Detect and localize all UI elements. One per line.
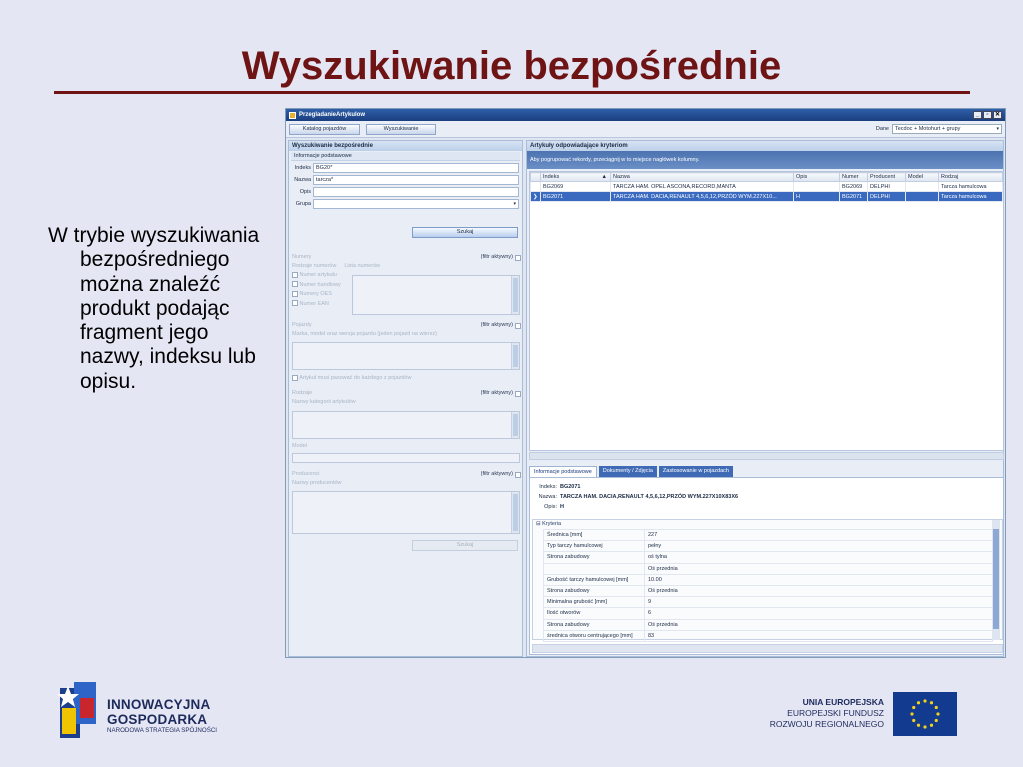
kryteria-row (544, 552, 993, 563)
innowacyjna-gospodarka-logo (54, 680, 244, 740)
kryteria-key: Strona zabudowy (544, 552, 645, 563)
kryteria-key: Grubość tarczy hamulcowej [mm] (544, 574, 645, 585)
sort-asc-icon: ▲ (601, 174, 607, 180)
cell-opis: H (794, 192, 840, 202)
eu-star (917, 701, 920, 704)
dane-select-value: Tecdoc + Motohurt + grupy (895, 126, 961, 132)
kryteria-row (544, 574, 993, 585)
eu-star (935, 719, 938, 722)
producenci-group (292, 470, 521, 488)
kryteria-row (544, 541, 993, 552)
pojazdy-filter-checkbox[interactable] (515, 323, 521, 329)
kryteria-value: oś tylna (645, 552, 993, 563)
bullet-text: W trybie wyszukiwania bezpośredniego można znaleźć produkt podając fragment jego nazwy, indeksu lub opisu. (48, 224, 260, 393)
eu-flag-icon (893, 692, 957, 736)
producenci-title: Producenci (292, 471, 320, 477)
search-panel-header: Wyszukiwanie bezpośrednie (289, 141, 522, 151)
chevron-down-icon: ▾ (996, 126, 999, 132)
kryteria-key: Ilość otworów (544, 608, 645, 619)
cell-indeks: BG2071 (541, 192, 611, 202)
filter-label: (filtr aktywny) (480, 390, 513, 396)
detail-value: H (560, 504, 564, 510)
ig-line1: INNOWACYJNA (107, 697, 211, 712)
kryteria-row (544, 619, 993, 630)
option-checkbox[interactable] (292, 281, 298, 287)
option-checkbox[interactable] (292, 300, 298, 306)
ue-line3: ROZWOJU REGIONALNEGO (769, 719, 884, 729)
window-titlebar (286, 109, 1005, 121)
cell-numer: BG2071 (840, 192, 868, 202)
column-header-model[interactable]: Model (906, 173, 939, 182)
kryteria-row (544, 563, 993, 574)
row-indicator (531, 182, 541, 192)
group-by-area[interactable]: Aby pogrupować rekordy, przeciągnij w to miejsce nagłówek kolumny. (527, 151, 1003, 169)
field-label: Grupa (295, 200, 311, 207)
detail-opis (530, 502, 1003, 512)
field-label: Nazwa (294, 176, 311, 183)
detail-tabs (529, 466, 1004, 477)
rodzaje-textarea[interactable] (292, 411, 520, 439)
scrollbar[interactable] (511, 492, 519, 533)
filter-label: (filtr aktywny) (480, 322, 513, 328)
column-header-producent[interactable]: Producent (868, 173, 906, 182)
detail-value: BG2071 (560, 484, 581, 490)
numery-types-label: Rodzaje numerów (292, 263, 337, 269)
numery-list-box[interactable] (352, 275, 520, 315)
results-header: Artykuły odpowiadające kryteriom (527, 141, 1003, 151)
close-button[interactable]: ✕ (994, 112, 1001, 118)
numery-filter-checkbox[interactable] (515, 255, 521, 261)
search-button[interactable]: Szukaj (412, 227, 518, 238)
kryteria-value: 9 (645, 597, 993, 608)
kryteria-row (544, 585, 993, 596)
field-grupa (292, 198, 519, 209)
field-indeks (292, 162, 519, 173)
detail-indeks (530, 482, 1003, 492)
kryteria-value: Oś przednia (645, 585, 993, 596)
detail-nazwa (530, 492, 1003, 502)
kryteria-value: 227 (645, 530, 993, 541)
detail-value: TARCZA HAM. DACIA,RENAULT 4,5,6,12,PRZÓD WYM.227X10X83X6 (560, 494, 739, 500)
ue-line1: UNIA EUROPEJSKA (802, 697, 884, 707)
kryteria-value: 6 (645, 608, 993, 619)
numery-group (292, 253, 521, 309)
column-header-nazwa[interactable]: Nazwa (611, 173, 794, 182)
ig-line3: NARODOWA STRATEGIA SPÓJNOŚCI (107, 727, 218, 734)
dane-label: Dane (875, 126, 889, 132)
pojazdy-textarea[interactable] (292, 342, 520, 370)
kryteria-key: Minimalna grubość [mm] (544, 597, 645, 608)
numery-list-label: Lista numerów (344, 263, 381, 269)
kryteria-key (544, 563, 645, 574)
details-panel (529, 477, 1004, 655)
column-header-rodzaj[interactable]: Rodzaj (939, 173, 1003, 182)
field-nazwa (292, 174, 519, 185)
rodzaje-group (292, 389, 521, 407)
pojazdy-title: Pojazdy (292, 322, 312, 328)
numery-option: Numer EAN (299, 300, 329, 307)
ig-emblem-icon (54, 680, 100, 740)
tab-zastosowanie[interactable]: Zastosowanie w pojazdach (659, 466, 733, 477)
kryteria-title: Kryteria (542, 521, 562, 527)
results-grid (529, 171, 1004, 451)
cell-nazwa: TARCZA HAM. OPEL ASCONA,RECORD,MANTA (611, 182, 794, 192)
cell-model (906, 182, 939, 192)
rodzaje-title: Rodzaje (292, 390, 313, 396)
opis-input[interactable] (313, 187, 519, 197)
maximize-button[interactable]: ▫ (983, 111, 992, 119)
kryteria-key: Strona zabudowy (544, 585, 645, 596)
producenci-filter-checkbox[interactable] (515, 472, 521, 478)
pojazdy-group (292, 321, 521, 381)
cell-nazwa: TARCZA HAM. DACIA,RENAULT 4,5,6,12,PRZÓD WYM.227X10... (611, 192, 794, 202)
minimize-button[interactable]: _ (973, 111, 982, 119)
section-basic-info: Informacje podstawowe (291, 152, 520, 161)
app-icon (289, 112, 296, 119)
kryteria-value: pełny (645, 541, 993, 552)
scrollbar[interactable] (511, 343, 519, 369)
detail-label: Indeks: (539, 484, 557, 490)
rodzaje-hint: Nazwy kategorii artykułów (292, 399, 356, 405)
scrollbar[interactable] (511, 412, 519, 438)
column-header-opis[interactable]: Opis (794, 173, 840, 182)
horizontal-scrollbar[interactable] (529, 452, 1004, 460)
row-indicator-header (531, 173, 541, 182)
kryteria-row (544, 630, 993, 641)
eu-star (923, 699, 926, 702)
current-row-arrow-icon: ❯ (531, 192, 541, 202)
indeks-input[interactable]: BG20* (313, 163, 519, 173)
numery-option: Numer artykułu (299, 272, 337, 278)
kryteria-value: 10.00 (645, 574, 993, 585)
numery-option: Numery OES (299, 291, 332, 297)
producenci-textarea[interactable] (292, 491, 520, 534)
cell-opis (794, 182, 840, 192)
results-panel (526, 140, 1004, 657)
pojazdy-hint: Marka, model oraz wersja pojazdu (jeden pojazd na wiersz) (292, 331, 437, 337)
kryteria-row (544, 530, 993, 541)
filter-label: (filtr aktywny) (480, 471, 513, 477)
kryteria-value: 83 (645, 630, 993, 641)
detail-label: Opis: (544, 504, 557, 510)
detail-label: Nazwa: (538, 494, 557, 500)
eu-star (930, 724, 933, 727)
kryteria-row (544, 608, 993, 619)
eu-star (917, 724, 920, 727)
kryteria-key: średnica otworu centrującego [mm] (544, 630, 645, 641)
chevron-down-icon: ▾ (513, 200, 516, 207)
grid-header-row (531, 173, 1003, 182)
eu-star (923, 725, 926, 728)
dane-select[interactable] (892, 124, 1002, 134)
producenci-hint: Nazwy producentów (292, 480, 342, 486)
tab-wyszukiwanie[interactable]: Wyszukiwanie (366, 124, 436, 135)
eu-star (930, 701, 933, 704)
numery-option: Numer handlowy (299, 281, 341, 288)
cell-rodzaj: Tarcza hamulcowa (939, 182, 1003, 192)
toolbar (286, 121, 1005, 138)
model-input[interactable] (292, 453, 520, 463)
eu-star (936, 712, 939, 715)
application-window (285, 108, 1006, 658)
eu-star (912, 706, 915, 709)
collapse-icon[interactable]: ⊟ (536, 521, 541, 527)
rodzaje-filter-checkbox[interactable] (515, 391, 521, 397)
table-row[interactable] (531, 192, 1003, 202)
numery-title: Numery (292, 254, 312, 260)
scrollbar[interactable] (511, 276, 519, 314)
eu-star (910, 712, 913, 715)
column-header-indeks[interactable]: Indeks ▲ (541, 173, 611, 182)
pojazdy-check-label: Artykuł musi pasować do każdego z pojazdów (299, 375, 412, 381)
slide-title: Wyszukiwanie bezpośrednie (241, 44, 782, 88)
kryteria-value: Oś przednia (645, 619, 993, 630)
cell-producent: DELPHI (868, 182, 906, 192)
kryteria-table (543, 529, 993, 642)
cell-numer: BG2069 (840, 182, 868, 192)
search-button-bottom[interactable]: Szukaj (412, 540, 518, 551)
grupa-select[interactable] (313, 199, 519, 209)
model-title: Model (292, 443, 307, 449)
tab-dokumenty-zdjecia[interactable]: Dokumenty / Zdjęcia (599, 466, 657, 477)
kryteria-key: Średnica [mm] (544, 530, 645, 541)
kryteria-box (532, 519, 1003, 640)
kryteria-value: Oś przednia (645, 563, 993, 574)
cell-model (906, 192, 939, 202)
eu-logo (760, 692, 960, 737)
filter-label: (filtr aktywny) (480, 254, 513, 260)
field-label: Indeks (294, 164, 311, 171)
nazwa-input[interactable]: tarcza* (313, 175, 519, 185)
tab-katalog-pojazdow[interactable]: Katalog pojazdów (289, 124, 360, 135)
search-panel (288, 140, 523, 657)
table-row[interactable] (531, 182, 1003, 192)
details-scrollbar[interactable] (532, 644, 1003, 653)
ue-line2: EUROPEJSKI FUNDUSZ (787, 708, 884, 718)
kryteria-key: Strona zabudowy (544, 619, 645, 630)
cell-rodzaj: Tarcza hamulcowa (939, 192, 1003, 202)
column-header-numer[interactable]: Numer (840, 173, 868, 182)
kryteria-scrollbar[interactable] (992, 520, 1000, 640)
tab-informacje-podstawowe[interactable]: Informacje podstawowe (529, 466, 597, 477)
window-title: PrzegladanieArtykulow (299, 112, 366, 118)
field-label: Opis (299, 188, 311, 195)
option-checkbox[interactable] (292, 272, 298, 278)
eu-star (912, 719, 915, 722)
cell-indeks: BG2069 (541, 182, 611, 192)
title-underline (54, 91, 970, 94)
pojazdy-all-checkbox[interactable] (292, 375, 298, 381)
model-group (292, 442, 521, 451)
kryteria-row (544, 597, 993, 608)
ig-line2: GOSPODARKA (107, 712, 208, 727)
cell-producent: DELPHI (868, 192, 906, 202)
eu-star (935, 706, 938, 709)
option-checkbox[interactable] (292, 291, 298, 297)
kryteria-key: Typ tarczy hamulcowej (544, 541, 645, 552)
field-opis (292, 186, 519, 197)
